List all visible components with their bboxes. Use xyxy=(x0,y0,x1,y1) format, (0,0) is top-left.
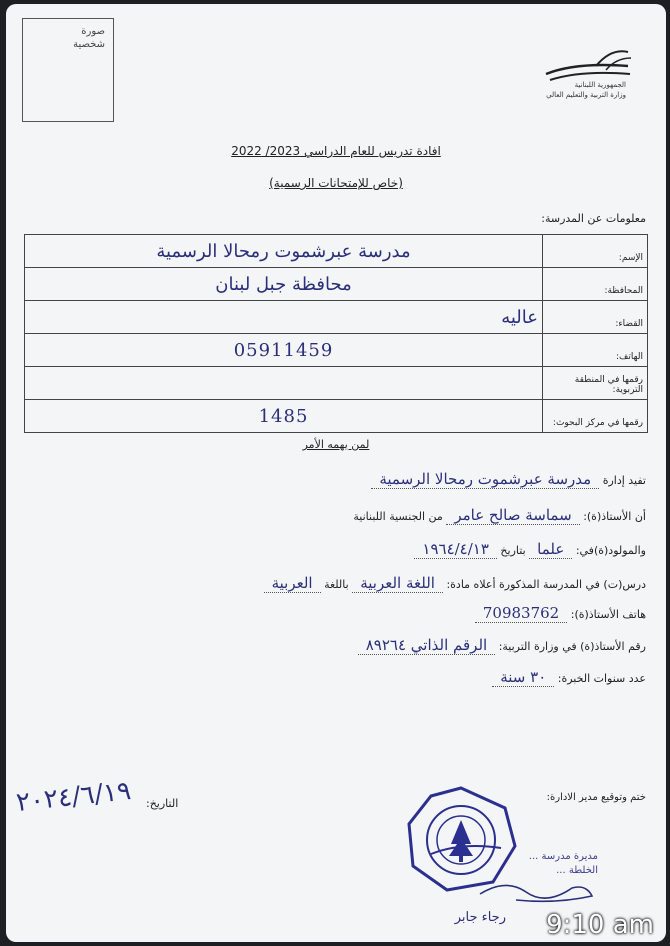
row-label: الهاتف: xyxy=(543,334,648,367)
clock-overlay: 9:10 am xyxy=(546,910,654,940)
teacher-value: سماسة صالح عامر xyxy=(446,506,579,525)
taught-label: درس(ت) في المدرسة المذكورة أعلاه مادة: xyxy=(446,578,646,591)
born-in-label: والمولود(ة)في: xyxy=(575,544,646,557)
nationality-text: من الجنسية اللبنانية xyxy=(353,510,443,523)
document-subtitle: (خاص للإمتحانات الرسمية) xyxy=(269,176,403,190)
subject-value: اللغة العربية xyxy=(352,574,443,593)
row-value: 1485 xyxy=(25,400,543,433)
admin-value: مدرسة عبرشموت رمحالا الرسمية xyxy=(371,470,599,489)
ministry-name: الجمهورية اللبنانية وزارة التربية والتعليم العالي xyxy=(546,81,626,99)
experience-value: ٣٠ سنة xyxy=(492,668,554,687)
admin-line xyxy=(371,470,646,488)
date-value: ٢٠٢٤/٦/١٩ xyxy=(14,776,133,818)
row-value: عاليه xyxy=(25,301,543,334)
row-label: القضاء: xyxy=(543,301,648,334)
document-page xyxy=(6,4,666,942)
table-row xyxy=(25,235,648,268)
row-value: مدرسة عبرشموت رمحالا الرسمية xyxy=(25,235,543,268)
phone-line xyxy=(475,604,646,622)
row-label: المحافظة: xyxy=(543,268,648,301)
phone-value: 70983762 xyxy=(475,604,567,623)
photo-label: صورة شخصية xyxy=(73,26,105,50)
born-date-label: بتاريخ xyxy=(500,544,526,557)
admin-label: تفيد إدارة xyxy=(602,474,646,487)
photo-placeholder xyxy=(22,18,114,122)
language-label: باللغة xyxy=(324,578,349,591)
teacher-line xyxy=(353,506,646,524)
document-title: افادة تدريس للعام الدراسي 2023/ 2022 xyxy=(231,144,441,158)
language-value: العربية xyxy=(264,574,321,593)
table-row xyxy=(25,400,648,433)
born-date-value: ١٩٦٤/٤/١٣ xyxy=(414,540,497,559)
stamp-label: ختم وتوقيع مدير الادارة: xyxy=(546,792,646,803)
row-label: رقمها في مركز البحوث: xyxy=(543,400,648,433)
table-row xyxy=(25,334,648,367)
table-row xyxy=(25,268,648,301)
row-value: محافظة جبل لبنان xyxy=(25,268,543,301)
stamp-caption: مديرة مدرسة ... الخلطة ... xyxy=(528,851,598,876)
row-value xyxy=(25,367,543,400)
experience-label: عدد سنوات الخبرة: xyxy=(557,672,646,685)
date-label: التاريخ: xyxy=(146,797,179,810)
teacher-label: أن الأستاذ(ة): xyxy=(583,510,646,523)
ministry-number-label: رقم الأستاذ(ة) في وزارة التربية: xyxy=(498,640,646,653)
row-value: 05911459 xyxy=(25,334,543,367)
table-row xyxy=(25,367,648,400)
school-info-table xyxy=(24,234,648,433)
table-row xyxy=(25,301,648,334)
signature-icon xyxy=(476,874,596,910)
signer-name: رجاء جابر xyxy=(454,910,506,925)
ministry-number-line xyxy=(358,636,646,654)
subject-line xyxy=(264,574,646,592)
row-label: الإسم: xyxy=(543,235,648,268)
born-in-value: علما xyxy=(529,540,572,559)
school-info-heading: معلومات عن المدرسة: xyxy=(541,212,646,225)
to-whom-heading: لمن يهمه الأمر xyxy=(302,438,370,451)
birth-line xyxy=(414,540,646,558)
experience-line xyxy=(492,668,646,686)
ministry-number-value: الرقم الذاتي ٨٩٢٦٤ xyxy=(358,636,495,655)
row-label: رقمها في المنطقة التربوية: xyxy=(543,367,648,400)
phone-label: هاتف الأستاذ(ة): xyxy=(570,608,646,621)
